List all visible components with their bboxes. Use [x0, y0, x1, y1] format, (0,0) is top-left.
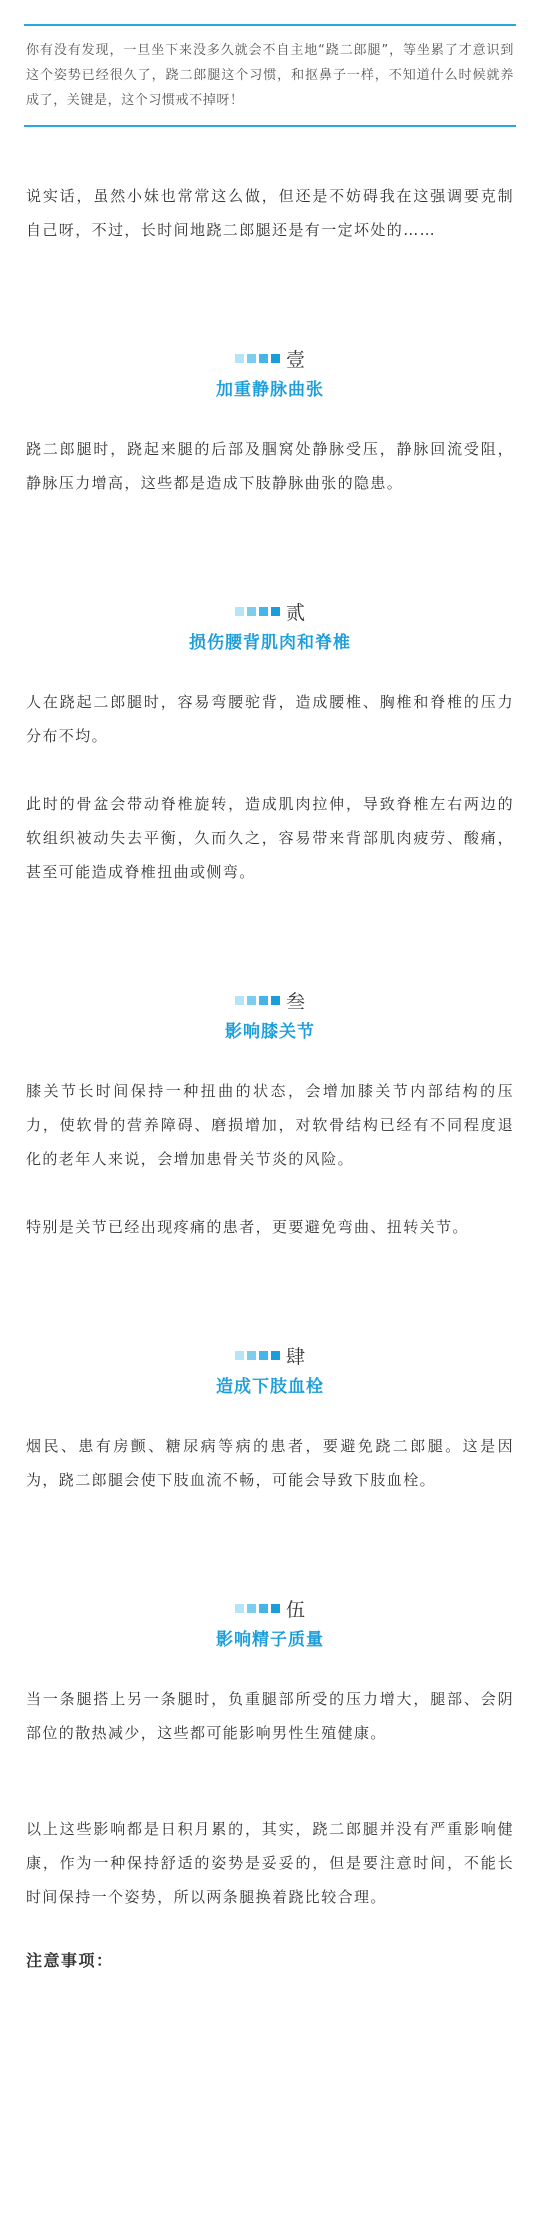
section-number: 壹 [285, 348, 305, 371]
section-3-paragraph-2: 特别是关节已经出现疼痛的患者，更要避免弯曲、扭转关节。 [26, 1218, 469, 1236]
intro-quote-box [24, 24, 516, 127]
section-number-row [0, 342, 540, 374]
decorative-squares-icon [235, 1604, 283, 1613]
section-number-row [0, 1339, 540, 1371]
section-title: 影响膝关节 [225, 1022, 315, 1042]
section-number-row [0, 984, 540, 1016]
section-number-row [0, 1592, 540, 1624]
decorative-squares-icon [235, 607, 283, 616]
section-5-paragraph-1: 当一条腿搭上另一条腿时，负重腿部所受的压力增大，腿部、会阴部位的散热减少，这些都可能影响男性生殖健康。 [26, 1690, 514, 1742]
intro-text: 你有没有发现，一旦坐下来没多久就会不自主地“跷二郎腿”，等坐累了才意识到这个姿势已经很久了，跷二郎腿这个习惯，和抠鼻子一样，不知道什么时候就养成了，关键是，这个习惯戒不掉呀！ [26, 43, 514, 108]
section-3-paragraph-1: 膝关节长时间保持一种扭曲的状态，会增加膝关节内部结构的压力，使软骨的营养障碍、磨损增加，对软骨结构已经有不同程度退化的老年人来说，会增加患骨关节炎的风险。 [26, 1082, 514, 1168]
section-2-paragraph-1: 人在跷起二郎腿时，容易弯腰驼背，造成腰椎、胸椎和脊椎的压力分布不均。 [26, 693, 514, 745]
section-3 [0, 984, 540, 1048]
section-title: 损伤腰背肌肉和脊椎 [189, 633, 351, 653]
section-title: 造成下肢血栓 [216, 1377, 324, 1397]
closing-paragraph: 以上这些影响都是日积月累的，其实，跷二郎腿并没有严重影响健康，作为一种保持舒适的姿势是妥妥的，但是要注意时间，不能长时间保持一个姿势，所以两条腿换着跷比较合理。 [26, 1820, 514, 1906]
section-2 [0, 595, 540, 659]
decorative-squares-icon [235, 354, 283, 363]
notes-heading: 注意事项： [26, 1951, 114, 1970]
section-number: 叁 [285, 990, 305, 1013]
section-title: 加重静脉曲张 [216, 380, 324, 400]
lead-paragraph: 说实话，虽然小妹也常常这么做，但还是不妨碍我在这强调要克制自己呀，不过，长时间地跷二郎腿还是有一定坏处的…… [26, 187, 514, 239]
section-number: 贰 [285, 601, 305, 624]
section-1-paragraph-1: 跷二郎腿时，跷起来腿的后部及腘窝处静脉受压，静脉回流受阻，静脉压力增高，这些都是造成下肢静脉曲张的隐患。 [26, 440, 514, 492]
section-number-row [0, 595, 540, 627]
section-title: 影响精子质量 [216, 1630, 324, 1650]
section-number: 伍 [285, 1598, 305, 1621]
section-4 [0, 1339, 540, 1403]
decorative-squares-icon [235, 1351, 283, 1360]
decorative-squares-icon [235, 996, 283, 1005]
section-4-paragraph-1: 烟民、患有房颤、糖尿病等病的患者，要避免跷二郎腿。这是因为，跷二郎腿会使下肢血流不畅，可能会导致下肢血栓。 [26, 1437, 514, 1489]
section-number: 肆 [285, 1345, 305, 1368]
section-2-paragraph-2: 此时的骨盆会带动脊椎旋转，造成肌肉拉伸，导致脊椎左右两边的软组织被动失去平衡，久而久之，容易带来背部肌肉疲劳、酸痛，甚至可能造成脊椎扭曲或侧弯。 [26, 795, 514, 881]
section-1 [0, 342, 540, 406]
section-5 [0, 1592, 540, 1656]
